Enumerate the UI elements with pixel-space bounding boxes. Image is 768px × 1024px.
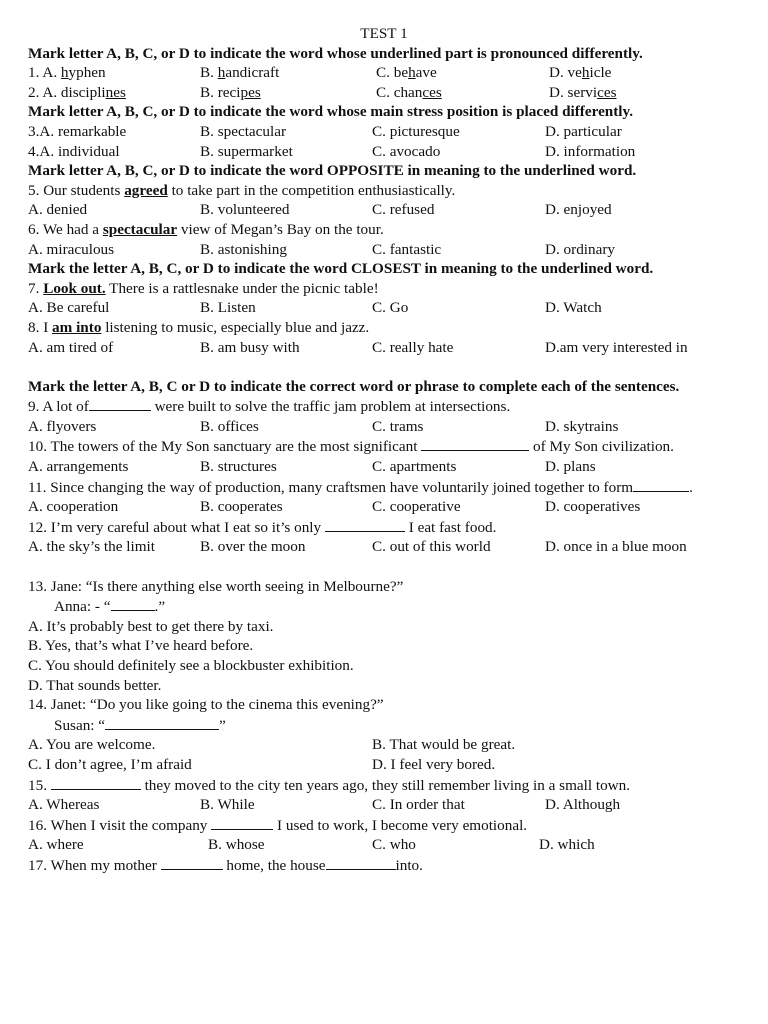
q4-option-b: B. supermarket — [200, 142, 293, 160]
q16-option-a: A. where — [28, 836, 84, 854]
question-10-stem: 10. The towers of the My Son sanctuary are the most significant of My Son civilization. — [28, 438, 674, 456]
question-14-options-ab — [28, 735, 740, 755]
q14-option-d: D. I feel very bored. — [372, 755, 496, 773]
q11-option-c: C. cooperative — [372, 498, 461, 516]
question-8-options — [28, 338, 740, 377]
q1-option-d: D. vehicle — [549, 64, 612, 82]
q10-blank — [421, 436, 529, 451]
question-9-stem: 9. A lot of were built to solve the traffic jam problem at intersections. — [28, 398, 511, 416]
q17-blank-2 — [326, 855, 396, 870]
q10-option-d: D. plans — [545, 458, 596, 476]
question-7-stem: 7. Look out. There is a rattlesnake under the picnic table! — [28, 279, 379, 297]
q11-option-b: B. cooperates — [200, 498, 283, 516]
q5-option-d: D. enjoyed — [545, 201, 612, 219]
q12-option-b: B. over the moon — [200, 538, 306, 556]
q4-option-d: D. information — [545, 142, 636, 160]
q7-option-b: B. Listen — [200, 299, 256, 317]
section-1-instruction: Mark letter A, B, C, or D to indicate the word whose underlined part is pronounced differently. — [28, 44, 643, 62]
question-15-options — [28, 795, 740, 815]
question-3 — [28, 122, 740, 142]
question-13-reply: Anna: - “ .” — [54, 598, 166, 616]
q15-option-d: D. Although — [545, 796, 621, 814]
q7-option-c: C. Go — [372, 299, 409, 317]
q13-option-c: C. You should definitely see a blockbuster exhibition. — [28, 657, 354, 674]
question-14-options-cd — [28, 755, 740, 775]
q2-option-b: B. recipes — [200, 83, 261, 101]
q11-option-a: A. cooperation — [28, 498, 119, 516]
question-9-options — [28, 417, 740, 437]
q12-option-d: D. once in a blue moon — [545, 538, 687, 556]
question-14-reply: Susan: “ ” — [54, 716, 226, 734]
q14-option-b: B. That would be great. — [372, 736, 516, 754]
section-5-instruction: Mark the letter A, B, C or D to indicate the correct word or phrase to complete each of the sentences. — [28, 377, 680, 395]
q8-option-b: B. am busy with — [200, 338, 300, 356]
q6-option-c: C. fantastic — [372, 240, 442, 258]
q14-blank — [105, 715, 219, 730]
q8-option-c: C. really hate — [372, 338, 454, 356]
q4-option-a: 4.A. individual — [28, 142, 120, 160]
q13-option-b: B. Yes, that’s what I’ve heard before. — [28, 637, 254, 655]
test-title: TEST 1 — [360, 25, 408, 42]
q9-option-a: A. flyovers — [28, 417, 97, 435]
q5-option-a: A. denied — [28, 201, 88, 219]
test-page — [28, 24, 740, 876]
question-5-stem: 5. Our students agreed to take part in the competition enthusiastically. — [28, 181, 456, 199]
q3-option-a: 3.A. remarkable — [28, 122, 127, 140]
q11-blank — [633, 477, 689, 492]
q16-option-d: D. which — [539, 836, 595, 854]
section-4-instruction: Mark the letter A, B, C, or D to indicate the word CLOSEST in meaning to the underlined word. — [28, 260, 654, 278]
q13-blank — [111, 596, 155, 611]
section-2-instruction: Mark letter A, B, C, or D to indicate the word whose main stress position is placed differently. — [28, 103, 634, 121]
q15-option-b: B. While — [200, 796, 255, 814]
q10-option-b: B. structures — [200, 458, 277, 476]
q10-option-c: C. apartments — [372, 458, 457, 476]
question-10-options — [28, 457, 740, 477]
question-1 — [28, 63, 740, 83]
question-2 — [28, 83, 740, 103]
q17-blank-1 — [161, 855, 223, 870]
q12-blank — [325, 517, 405, 532]
question-13-stem: 13. Jane: “Is there anything else worth seeing in Melbourne?” — [28, 577, 404, 595]
q5-option-c: C. refused — [372, 201, 435, 219]
q14-option-a: A. You are welcome. — [28, 736, 156, 754]
q9-blank — [89, 396, 151, 411]
q15-option-c: C. In order that — [372, 796, 465, 814]
q1-option-a: 1. A. hyphen — [28, 64, 106, 82]
question-7-options — [28, 298, 740, 318]
q3-option-b: B. spectacular — [200, 122, 287, 140]
q11-option-d: D. cooperatives — [545, 498, 641, 516]
question-8-stem: 8. I am into listening to music, especially blue and jazz. — [28, 318, 370, 336]
q8-option-a: A. am tired of — [28, 338, 114, 356]
question-12-options — [28, 537, 740, 576]
q12-option-c: C. out of this world — [372, 538, 491, 556]
q7-option-d: D. Watch — [545, 299, 602, 317]
question-6-stem: 6. We had a spectacular view of Megan’s Bay on the tour. — [28, 220, 384, 238]
q10-option-a: A. arrangements — [28, 458, 129, 476]
q9-option-c: C. trams — [372, 417, 424, 435]
q2-option-d: D. services — [549, 83, 617, 101]
question-6-options — [28, 240, 740, 260]
q9-option-b: B. offices — [200, 417, 259, 435]
question-12-stem: 12. I’m very careful about what I eat so it’s only I eat fast food. — [28, 518, 497, 536]
q16-blank — [211, 815, 273, 830]
q13-option-a: A. It’s probably best to get there by taxi. — [28, 617, 274, 635]
q12-option-a: A. the sky’s the limit — [28, 538, 155, 556]
q2-option-c: C. chances — [376, 83, 442, 101]
q2-option-a: 2. A. disciplines — [28, 83, 126, 101]
q3-option-c: C. picturesque — [372, 122, 460, 140]
q6-option-d: D. ordinary — [545, 240, 616, 258]
q16-option-b: B. whose — [208, 836, 265, 854]
question-14-stem: 14. Janet: “Do you like going to the cinema this evening?” — [28, 696, 384, 714]
question-17-stem: 17. When my mother home, the house into. — [28, 856, 423, 874]
q14-option-c: C. I don’t agree, I’m afraid — [28, 755, 192, 773]
section-3-instruction: Mark letter A, B, C, or D to indicate the word OPPOSITE in meaning to the underlined word. — [28, 162, 637, 180]
question-4 — [28, 142, 740, 162]
q1-option-b: B. handicraft — [200, 64, 280, 82]
q15-blank — [51, 775, 141, 790]
q16-option-c: C. who — [372, 836, 416, 854]
question-16-stem: 16. When I visit the company I used to work, I become very emotional. — [28, 816, 528, 834]
q15-option-a: A. Whereas — [28, 796, 100, 814]
q6-option-a: A. miraculous — [28, 240, 115, 258]
question-11-options — [28, 497, 740, 517]
q1-option-c: C. behave — [376, 64, 437, 82]
q6-option-b: B. astonishing — [200, 240, 287, 258]
q8-option-d: D.am very interested in — [545, 338, 688, 356]
question-5-options — [28, 200, 740, 220]
question-11-stem: 11. Since changing the way of production, many craftsmen have voluntarily joined together to form . — [28, 478, 693, 496]
q13-option-d: D. That sounds better. — [28, 676, 162, 694]
q5-option-b: B. volunteered — [200, 201, 290, 219]
q7-option-a: A. Be careful — [28, 299, 110, 317]
q3-option-d: D. particular — [545, 122, 622, 140]
q4-option-c: C. avocado — [372, 142, 441, 160]
question-16-options — [28, 835, 740, 855]
question-15-stem: 15. they moved to the city ten years ago, they still remember living in a small town. — [28, 776, 631, 794]
q9-option-d: D. skytrains — [545, 417, 619, 435]
